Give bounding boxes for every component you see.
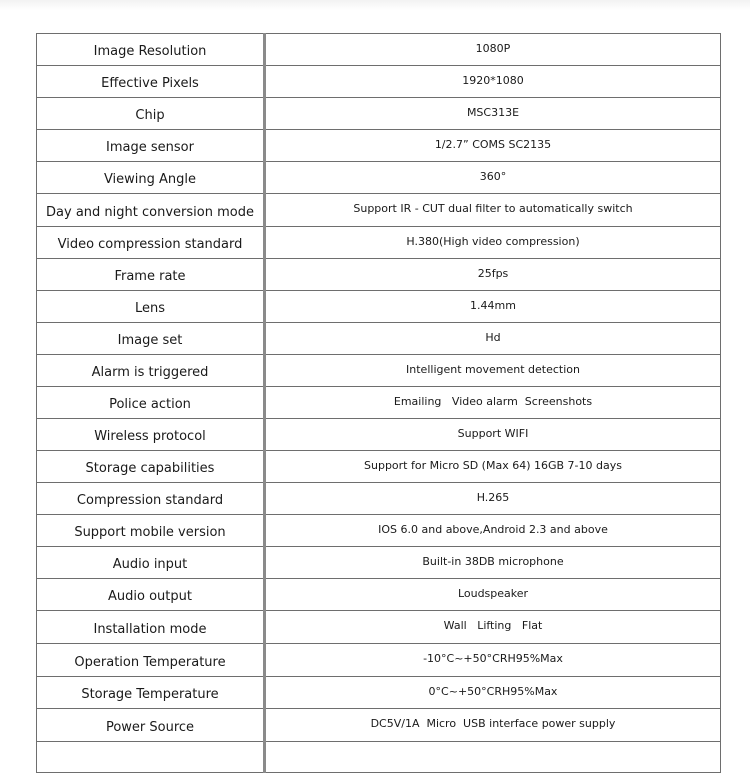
table-row [37, 579, 721, 611]
spec-value-frame-rate: 25fps [265, 259, 721, 291]
spec-value-storage-temperature: 0°C~+50°CRH95%Max [265, 677, 721, 709]
spec-value-power-source: DC5V/1A Micro USB interface power supply [265, 709, 721, 742]
table-row [37, 194, 721, 227]
specifications-table [36, 33, 721, 773]
spec-label-audio-input: Audio input [37, 547, 265, 579]
spec-value-empty [265, 742, 721, 773]
table-row [37, 677, 721, 709]
spec-value-lens: 1.44mm [265, 291, 721, 323]
spec-label-frame-rate: Frame rate [37, 259, 265, 291]
spec-value-audio-input: Built-in 38DB microphone [265, 547, 721, 579]
table-row [37, 515, 721, 547]
table-row [37, 547, 721, 579]
spec-value-image-resolution: 1080P [265, 34, 721, 66]
spec-label-operation-temperature: Operation Temperature [37, 644, 265, 677]
table-row [37, 227, 721, 259]
spec-label-chip: Chip [37, 98, 265, 130]
spec-label-image-set: Image set [37, 323, 265, 355]
spec-label-wireless-protocol: Wireless protocol [37, 419, 265, 451]
spec-label-compression-standard: Compression standard [37, 483, 265, 515]
spec-label-image-sensor: Image sensor [37, 130, 265, 162]
table-row [37, 130, 721, 162]
spec-value-chip: MSC313E [265, 98, 721, 130]
spec-value-storage-capabilities: Support for Micro SD (Max 64) 16GB 7-10 days [265, 451, 721, 483]
table-row [37, 291, 721, 323]
table-row [37, 259, 721, 291]
spec-label-installation-mode: Installation mode [37, 611, 265, 644]
spec-value-alarm-triggered: Intelligent movement detection [265, 355, 721, 387]
spec-value-wireless-protocol: Support WIFI [265, 419, 721, 451]
table-row [37, 162, 721, 194]
table-row [37, 355, 721, 387]
spec-label-viewing-angle: Viewing Angle [37, 162, 265, 194]
spec-label-storage-temperature: Storage Temperature [37, 677, 265, 709]
table-row [37, 709, 721, 742]
spec-value-compression-standard: H.265 [265, 483, 721, 515]
spec-value-day-night-mode: Support IR - CUT dual filter to automatically switch [265, 194, 721, 227]
table-row-empty [37, 742, 721, 773]
spec-label-day-night-mode: Day and night conversion mode [37, 194, 265, 227]
spec-label-alarm-triggered: Alarm is triggered [37, 355, 265, 387]
table-row [37, 98, 721, 130]
table-row [37, 483, 721, 515]
spec-value-police-action: Emailing Video alarm Screenshots [265, 387, 721, 419]
spec-value-audio-output: Loudspeaker [265, 579, 721, 611]
spec-label-effective-pixels: Effective Pixels [37, 66, 265, 98]
spec-value-video-compression: H.380(High video compression) [265, 227, 721, 259]
spec-value-effective-pixels: 1920*1080 [265, 66, 721, 98]
spec-label-storage-capabilities: Storage capabilities [37, 451, 265, 483]
spec-value-operation-temperature: -10°C~+50°CRH95%Max [265, 644, 721, 677]
spec-label-empty [37, 742, 265, 773]
table-row [37, 611, 721, 644]
spec-label-police-action: Police action [37, 387, 265, 419]
spec-value-viewing-angle: 360° [265, 162, 721, 194]
spec-label-image-resolution: Image Resolution [37, 34, 265, 66]
spec-value-image-set: Hd [265, 323, 721, 355]
spec-label-lens: Lens [37, 291, 265, 323]
table-row [37, 34, 721, 66]
top-shade [0, 0, 750, 10]
spec-label-power-source: Power Source [37, 709, 265, 742]
spec-value-installation-mode: Wall Lifting Flat [265, 611, 721, 644]
spec-value-mobile-version: IOS 6.0 and above,Android 2.3 and above [265, 515, 721, 547]
table-row [37, 451, 721, 483]
table-row [37, 419, 721, 451]
spec-label-video-compression: Video compression standard [37, 227, 265, 259]
table-row [37, 387, 721, 419]
spec-label-audio-output: Audio output [37, 579, 265, 611]
spec-value-image-sensor: 1/2.7” COMS SC2135 [265, 130, 721, 162]
table-row [37, 66, 721, 98]
table-row [37, 644, 721, 677]
table-row [37, 323, 721, 355]
spec-label-mobile-version: Support mobile version [37, 515, 265, 547]
